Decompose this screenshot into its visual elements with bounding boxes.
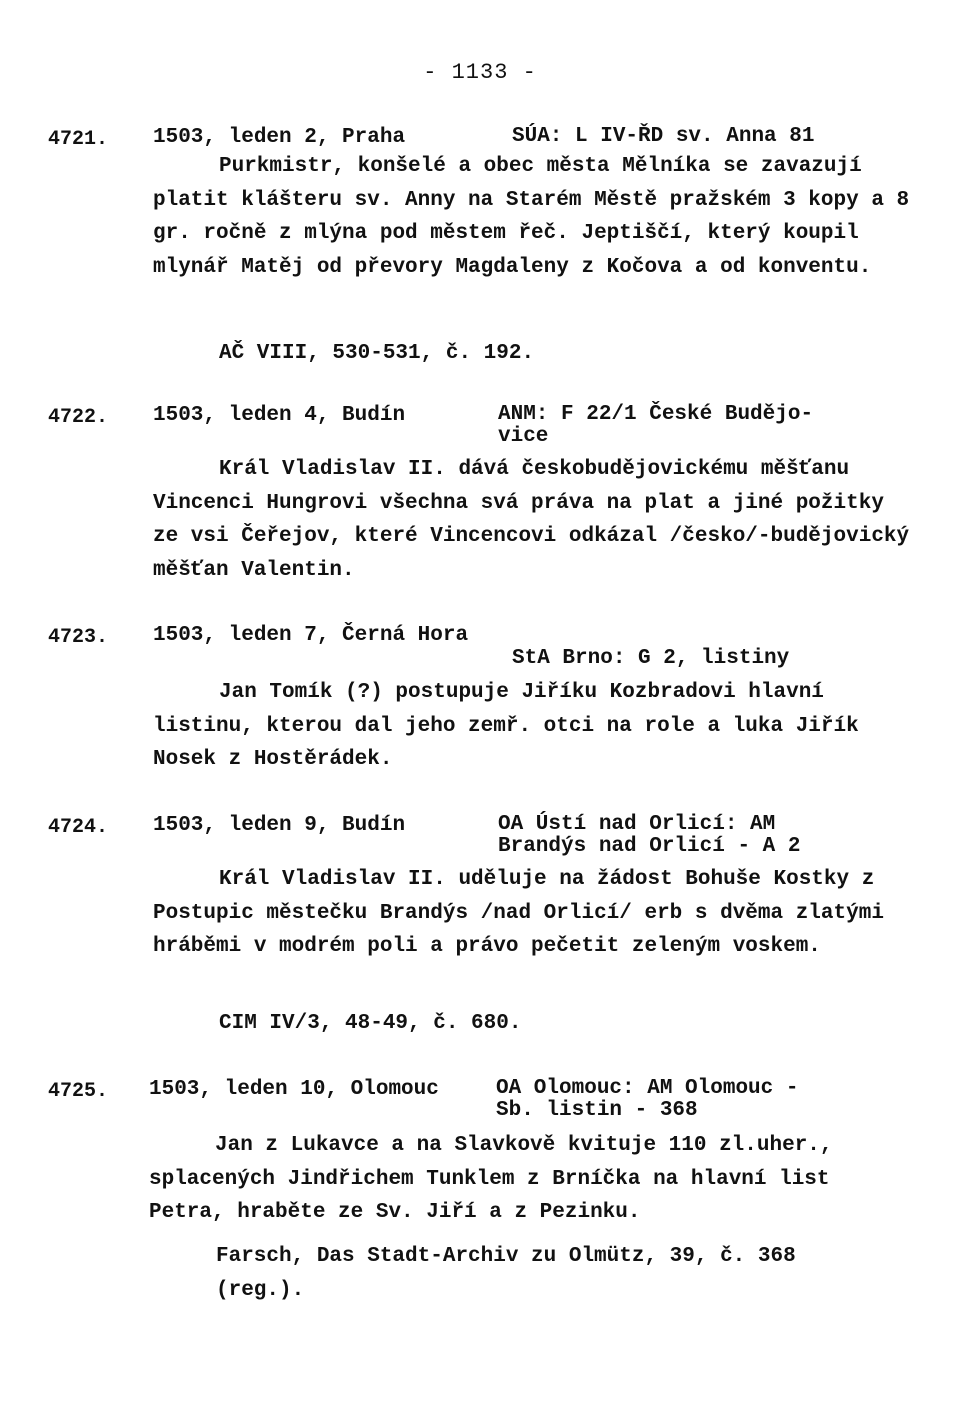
entry-text: Král Vladislav II. uděluje na žádost Bohuše Kostky z Postupic městečku Brandýs /nad Orlicí/ erb s dvěma zlatými hráběmi v modrém poli a právo pečetit zeleným voskem. (153, 868, 884, 958)
entry-number: 4723. (48, 626, 109, 649)
entry-text: Jan z Lukavce a na Slavkově kvituje 110 zl.uher., splacených Jindřichem Tunklem z Brníčka na hlavní list Petra, hraběte ze Sv. Jiří a z Pezinku. (149, 1134, 833, 1224)
entry-source: SÚA: L IV-ŘD sv. Anna 81 (512, 125, 815, 148)
entry-source: StA Brno: G 2, listiny (512, 647, 790, 670)
page-number: - 1133 - (423, 60, 537, 85)
entry-text: Purkmistr, konšelé a obec města Mělníka se zavazují platit klášteru sv. Anny na Starém Městě pražském 3 kopy a 8 gr. ročně z mlýna pod městem řeč. Jeptiščí, který koupil mlynář Matěj od převory Magdaleny z Kočova a od konventu. (153, 155, 910, 279)
entry-date: 1503, leden 7, Černá Hora (153, 624, 469, 647)
entry-number: 4724. (48, 816, 109, 839)
entry-date: 1503, leden 2, Praha (153, 126, 406, 149)
entry-source: OA Olomouc: AM Olomouc - Sb. listin - 368 (496, 1077, 799, 1122)
entry-text: Jan Tomík (?) postupuje Jiříku Kozbradovi hlavní listinu, kterou dal jeho zemř. otci na role a luka Jiřík Nosek z Hostěrádek. (153, 681, 859, 771)
entry-date: 1503, leden 9, Budín (153, 814, 406, 837)
entry-text: Král Vladislav II. dává českobudějovickému měšťanu Vincenci Hungrovi všechna svá práva na plat a jiné požitky ze vsi Čeřejov, které Vincencovi odkázal /česko/-budějovický měšťan Valentin. (153, 458, 910, 582)
entry-number: 4721. (48, 128, 109, 151)
entry-number: 4722. (48, 406, 109, 429)
entry-date: 1503, leden 10, Olomouc (149, 1078, 439, 1101)
entry-source: OA Ústí nad Orlicí: AM Brandýs nad Orlicí - A 2 (498, 813, 801, 858)
entry-date: 1503, leden 4, Budín (153, 404, 406, 427)
entry-reference: AČ VIII, 530-531, č. 192. (219, 342, 535, 365)
entry-reference: Farsch, Das Stadt-Archiv zu Olmütz, 39, č. 368 (reg.). (216, 1245, 796, 1302)
entry-number: 4725. (48, 1080, 109, 1103)
entry-reference: CIM IV/3, 48-49, č. 680. (219, 1012, 522, 1035)
entry-source: ANM: F 22/1 České Budějo- vice (498, 403, 814, 448)
